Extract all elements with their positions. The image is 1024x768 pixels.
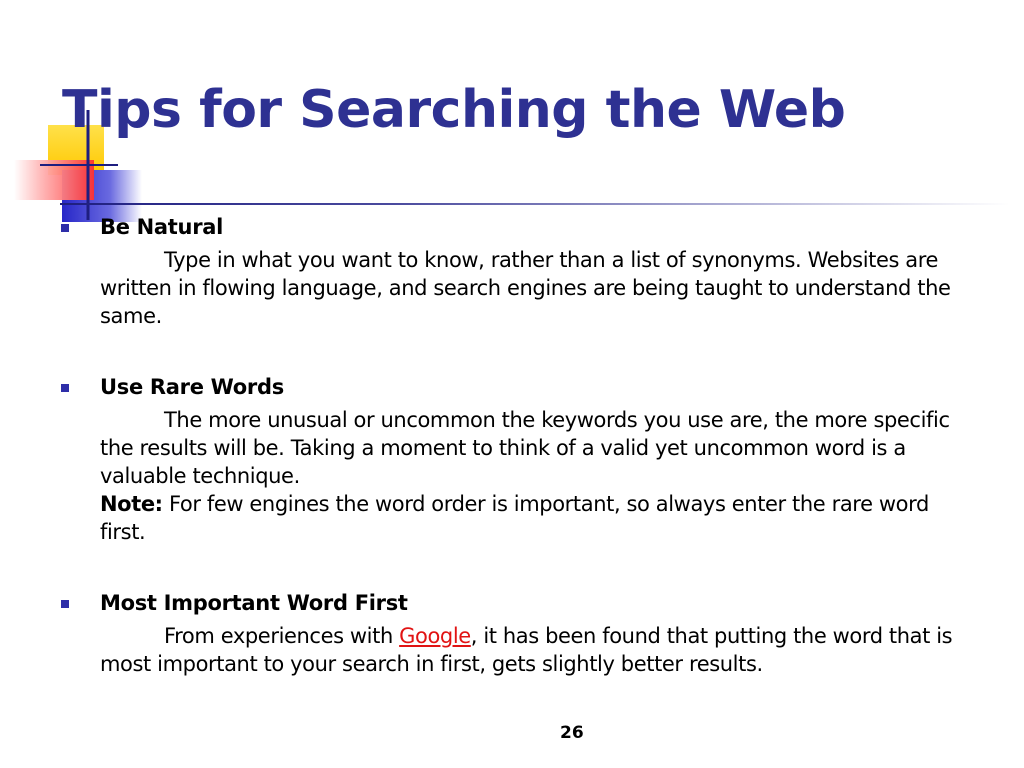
item-note — [100, 490, 980, 546]
list-item — [100, 372, 980, 546]
google-link[interactable]: Google — [399, 624, 471, 648]
title-underline — [60, 203, 1010, 205]
item-heading: Be Natural — [100, 215, 224, 239]
item-body-text: The more unusual or uncommon the keywords you use are, the more specific the results will be. Taking a moment to think of a valid yet uncommon word is a valuable technique. — [100, 408, 950, 488]
list-item — [100, 212, 980, 330]
item-heading: Use Rare Words — [100, 375, 284, 399]
note-label: Note: — [100, 492, 163, 516]
item-body — [100, 622, 980, 678]
item-heading: Most Important Word First — [100, 591, 408, 615]
square-bullet-icon — [61, 224, 69, 232]
body-after-link: , it has been found that putting the word that is most important to your search in first, gets slightly better results. — [100, 624, 953, 676]
item-body-text: Type in what you want to know, rather than a list of synonyms. Websites are written in flowing language, and search engines are being taught to understand the same. — [100, 248, 951, 328]
list-item — [100, 588, 980, 678]
square-bullet-icon — [61, 384, 69, 392]
body-before-link: From experiences with — [164, 624, 400, 648]
item-body-text — [100, 622, 980, 678]
item-body — [100, 246, 980, 330]
item-body — [100, 406, 980, 546]
page-number: 26 — [560, 723, 584, 743]
note-text: For few engines the word order is important, so always enter the rare word first. — [100, 492, 929, 544]
slide-title: Tips for Searching the Web — [62, 80, 846, 140]
square-bullet-icon — [61, 600, 69, 608]
bullet-list — [100, 212, 980, 678]
